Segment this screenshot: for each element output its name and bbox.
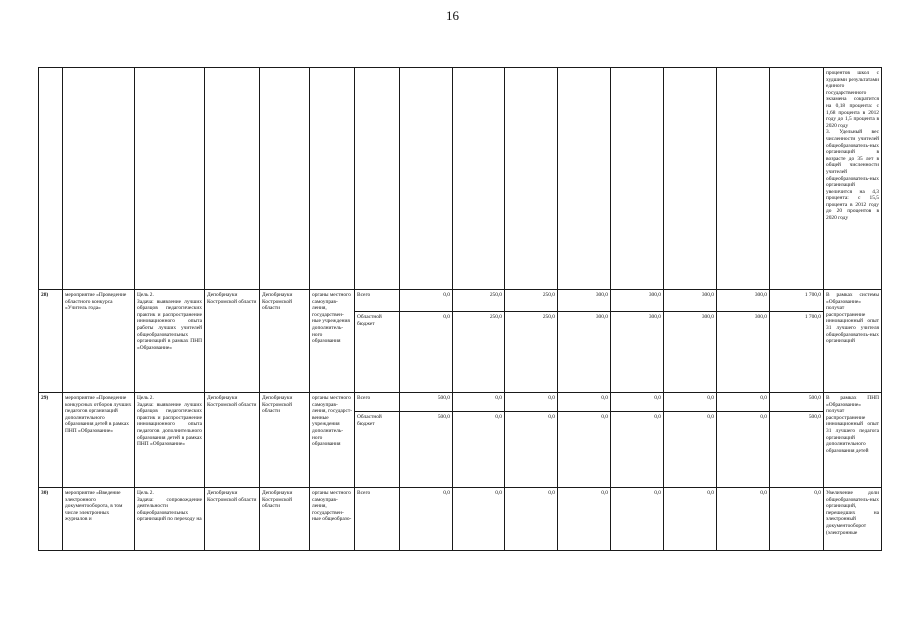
customer: Депобрнауки Костромской области xyxy=(260,290,310,393)
value-cell: 0,0 xyxy=(505,488,558,551)
value-cell: 0,0 xyxy=(664,488,717,551)
value-cell: 0,0 xyxy=(770,488,824,551)
value-cell: 0,0 xyxy=(717,412,770,488)
executor: Депобрнауки Костромской области xyxy=(205,488,260,551)
value-cell: 0,0 xyxy=(611,393,664,412)
expected-result-cell: процентов школ с худшими результатами единого государственного экзамена сократится на 0,18 процента: с 1,68 процента в 2012 году до 1,5 процента в 2020 году 3. Удельный вес численности учителей общеобразователь-ных организаций в возрасте до 35 лет в общей численности учителей общеобразователь-ных организаций увеличится на 4,3 процента: с 15,5 процента в 2012 году до 20 процентов в 2020 году xyxy=(824,68,882,290)
value-cell: 250,0 xyxy=(505,312,558,393)
value-cell: 0,0 xyxy=(558,412,611,488)
value-cell: 250,0 xyxy=(453,312,505,393)
event-name: мероприятие «Проведение областного конкурса «Учитель года» xyxy=(63,290,135,393)
cell-empty xyxy=(63,68,135,290)
value-cell: 0,0 xyxy=(400,312,453,393)
value-cell: 0,0 xyxy=(558,393,611,412)
row-number: 29) xyxy=(39,393,63,488)
expected-result-cell: В рамках ПНП «Образование» получат распространение инновационный опыт 31 лучшего педагога организаций дополнительного образования детей xyxy=(824,393,882,488)
funding-source: Областной бюджет xyxy=(355,412,400,488)
value-cell: 250,0 xyxy=(505,290,558,312)
value-cell: 0,0 xyxy=(664,412,717,488)
cell-empty xyxy=(611,68,664,290)
table-row-continuation xyxy=(39,68,882,290)
cell-empty xyxy=(664,68,717,290)
table-row xyxy=(39,488,882,551)
value-cell: 0,0 xyxy=(717,488,770,551)
value-cell: 0,0 xyxy=(664,393,717,412)
value-cell: 250,0 xyxy=(453,290,505,312)
cell-empty xyxy=(717,68,770,290)
table-row xyxy=(39,290,882,312)
goal-task: Цель 2. Задача: сопровождение деятельности общеобразовательных организаций по переходу на xyxy=(135,488,205,551)
value-cell: 300,0 xyxy=(611,312,664,393)
value-cell: 300,0 xyxy=(558,290,611,312)
funding-source: Всего xyxy=(355,488,400,551)
event-name: мероприятие «Введение электронного документооборота, в том числе электронных журналов и xyxy=(63,488,135,551)
value-cell: 0,0 xyxy=(400,488,453,551)
value-cell: 300,0 xyxy=(664,312,717,393)
value-cell: 500,0 xyxy=(770,412,824,488)
executor: Депобрнауки Костромской области xyxy=(205,393,260,488)
value-cell: 500,0 xyxy=(400,393,453,412)
value-cell: 0,0 xyxy=(400,290,453,312)
row-number: 28) xyxy=(39,290,63,393)
value-cell: 300,0 xyxy=(717,290,770,312)
value-cell: 0,0 xyxy=(453,488,505,551)
cell-empty xyxy=(135,68,205,290)
value-cell: 500,0 xyxy=(400,412,453,488)
value-cell: 300,0 xyxy=(611,290,664,312)
event-name: мероприятие «Проведение конкурсных отборов лучших педагогов организаций дополнительного образования детей в рамках ПНП «Образование» xyxy=(63,393,135,488)
cell-empty xyxy=(400,68,453,290)
funding-source: Областной бюджет xyxy=(355,312,400,393)
participants: органы местного самоуправ-ления, государст-венные учреждения дополнитель-ного образования xyxy=(310,393,355,488)
value-cell: 0,0 xyxy=(505,412,558,488)
funding-source: Всего xyxy=(355,393,400,412)
value-cell: 500,0 xyxy=(770,393,824,412)
customer: Депобрнауки Костромской области xyxy=(260,488,310,551)
funding-source: Всего xyxy=(355,290,400,312)
value-cell: 0,0 xyxy=(558,488,611,551)
value-cell: 0,0 xyxy=(717,393,770,412)
value-cell: 1 700,0 xyxy=(770,290,824,312)
expected-result-cell: В рамках системы «Образование» получат распространение инновационный опыт 31 лучшего учителя общеобразователь-ных организаций xyxy=(824,290,882,393)
customer: Депобрнауки Костромской области xyxy=(260,393,310,488)
value-cell: 300,0 xyxy=(717,312,770,393)
cell-empty xyxy=(505,68,558,290)
cell-empty xyxy=(260,68,310,290)
program-table xyxy=(38,67,882,551)
goal-task: Цель 2. Задача: выявление лучших образцов педагогических практик и распространение инновационного опыта педагогов дополнительного образования детей в рамках ПНП «Образование» xyxy=(135,393,205,488)
value-cell: 0,0 xyxy=(453,412,505,488)
goal-task: Цель 2. Задача: выявление лучших образцов педагогических практик и распространение инновационного опыта работы лучших учителей общеобразовательных организаций в рамках ПНП «Образование» xyxy=(135,290,205,393)
cell-empty xyxy=(558,68,611,290)
participants: органы местного самоуправ-ления, государствен-ные общеобразо- xyxy=(310,488,355,551)
participants: органы местного самоуправ-ления, государствен-ные учреждения дополнитель-ного образования xyxy=(310,290,355,393)
cell-empty xyxy=(355,68,400,290)
value-cell: 0,0 xyxy=(611,488,664,551)
page-number: 16 xyxy=(446,8,459,23)
value-cell: 1 700,0 xyxy=(770,312,824,393)
cell-empty xyxy=(205,68,260,290)
row-number: 30) xyxy=(39,488,63,551)
value-cell: 0,0 xyxy=(505,393,558,412)
expected-result-cell: Увеличение доли общеобразователь-ных организаций, перешедших на электронный документооборот (электронные xyxy=(824,488,882,551)
cell-empty xyxy=(770,68,824,290)
cell-empty xyxy=(453,68,505,290)
value-cell: 0,0 xyxy=(611,412,664,488)
cell-empty xyxy=(310,68,355,290)
value-cell: 300,0 xyxy=(664,290,717,312)
executor: Депобрнауки Костромской области xyxy=(205,290,260,393)
cell-empty xyxy=(39,68,63,290)
value-cell: 0,0 xyxy=(453,393,505,412)
value-cell: 300,0 xyxy=(558,312,611,393)
table-row xyxy=(39,393,882,412)
